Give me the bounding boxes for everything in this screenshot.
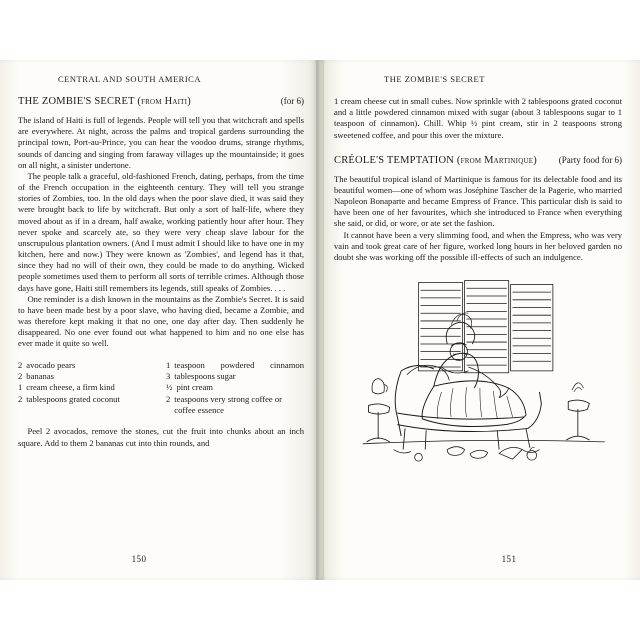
ingredient-text: teaspoon powdered cinnamon — [174, 359, 304, 370]
paragraph: One reminder is a dish known in the mountains as the Zombie's Secret. It is said to have been made best by a poor slave, who having died, became a Zombie, and was therefore kept making it that no one, one day after day. Then suddenly he disappeared. No one ever found out what happened to him and no one else has ever made it quite so well. — [18, 293, 304, 349]
ingredient-text: tablespoons sugar — [174, 370, 236, 381]
right-page — [318, 60, 640, 580]
ingredient-text: teaspoons very strong coffee or coffee essence — [174, 393, 283, 415]
ingredient-item — [166, 382, 304, 393]
ingredient-qty: ½ — [166, 382, 173, 393]
ingredient-qty: 1 — [166, 359, 171, 370]
ingredient-item — [18, 371, 156, 382]
recipe-title-creoles-temptation: CRÉOLE'S TEMPTATION (from Martinique) — [334, 154, 537, 166]
ingredient-qty: 3 — [166, 370, 171, 381]
ingredient-text: bananas — [26, 370, 54, 381]
ingredient-item — [166, 371, 304, 382]
ingredient-item — [18, 382, 156, 393]
ingredient-qty: 2 — [166, 393, 171, 404]
right-recipe-heading — [334, 155, 622, 170]
recipe-servings: (Party food for 6) — [558, 154, 622, 165]
page-number-left: 150 — [131, 554, 147, 564]
ingredient-qty: 2 — [18, 359, 23, 370]
running-head-right: THE ZOMBIE'S SECRET — [384, 74, 485, 84]
ingredient-text: pint cream — [176, 382, 213, 393]
paragraph: It cannot have been a very slimming food, and when the Empress, who was very vain and took great care of her figure, worked long hours in her beloved garden no doubt she was working off the possible ill-effects of such an indulgence. — [334, 229, 622, 262]
recipe-title-zombies-secret: THE ZOMBIE'S SECRET (from Haiti) — [18, 96, 191, 107]
left-recipe-heading — [18, 96, 304, 111]
ingredient-text: cream cheese, a firm kind — [26, 382, 115, 393]
page-spread — [0, 60, 640, 580]
continuation-paragraph: 1 cream cheese cut in small cubes. Now sprinkle with 2 tablespoons grated coconut and a little powdered cinnamon mixed with sugar (about 3 tablespoons sugar to 1 teaspoon of cinnamon). Chill. Whip ½ pint cream, stir in 2 teaspoons strong sweetened coffee, and pour this over the mixture. — [334, 96, 622, 140]
ingredient-text: tablespoons grated coconut — [26, 393, 120, 404]
method-paragraph: Peel 2 avocados, remove the stones, cut the fruit into chunks about an inch square. Add to them 2 bananas cut into thin rounds, and — [18, 426, 304, 448]
method-text — [18, 426, 304, 448]
paragraph: The beautiful tropical island of Martinique is famous for its delectable food and its beautiful women—one of whom was Joséphine Tascher de la Pagerie, who married Napoleon Bonaparte and became Empress of France. This particular dish is said to have been one of her favourites, which she introduced to France when everything she said, or did, or wore, or ate set the fashion. — [334, 173, 622, 229]
ingredient-qty: 2 — [18, 370, 23, 381]
ingredient-item — [166, 360, 304, 371]
ingredients-column-2 — [166, 360, 304, 417]
ingredient-item — [166, 394, 304, 417]
ingredient-item — [18, 360, 156, 371]
ingredients-list — [18, 360, 304, 417]
left-page — [0, 60, 318, 580]
ingredient-qty: 2 — [18, 393, 23, 404]
ingredient-item — [18, 394, 156, 405]
ingredient-qty: 1 — [18, 382, 23, 393]
paragraph: The people talk a graceful, old-fashioned French, dating, perhaps, from the time of the French occupation in the eighteenth century. They will tell you strange stories of Zombies, too. In the old days when the poor slave died, it was said they were brought back to life by witchcraft. But only a sort of half-life, where they moved about as if in a dream, half awake, working patiently hour after hour. They never spoke and scarcely ate, so they were very cheap slave labour for the unscrupulous plantation owners. (And I must admit I should like to have one in my kitchen, here and now.) They were known as 'Zombies', and legend has it that, since they had no will of their own, they could be made to do anything. Wicked people sometimes used them to perform all sorts of terrible crimes. Although those days have gone, Haiti still remembers its legends, still speaks of Zombies. . . . — [18, 170, 304, 293]
page-number-right: 151 — [501, 554, 517, 564]
paragraph: The island of Haiti is full of legends. People will tell you that witchcraft and spells are everywhere. At night, across the palms and tropical gardens surrounding the principal town, Port-au-Prince, you can hear the voodoo drums, strange rhythms, sounds of dancing and singing from faraway villages up the mountainside; it goes on all night, a sinister undertone. — [18, 115, 304, 170]
running-head-left: CENTRAL AND SOUTH AMERICA — [58, 74, 202, 84]
recipe-servings: (for 6) — [280, 96, 304, 106]
ingredients-column-1 — [18, 360, 156, 417]
ingredient-text: avocado pears — [26, 359, 76, 370]
empress-reclining-on-chaise-line-drawing — [334, 277, 622, 482]
